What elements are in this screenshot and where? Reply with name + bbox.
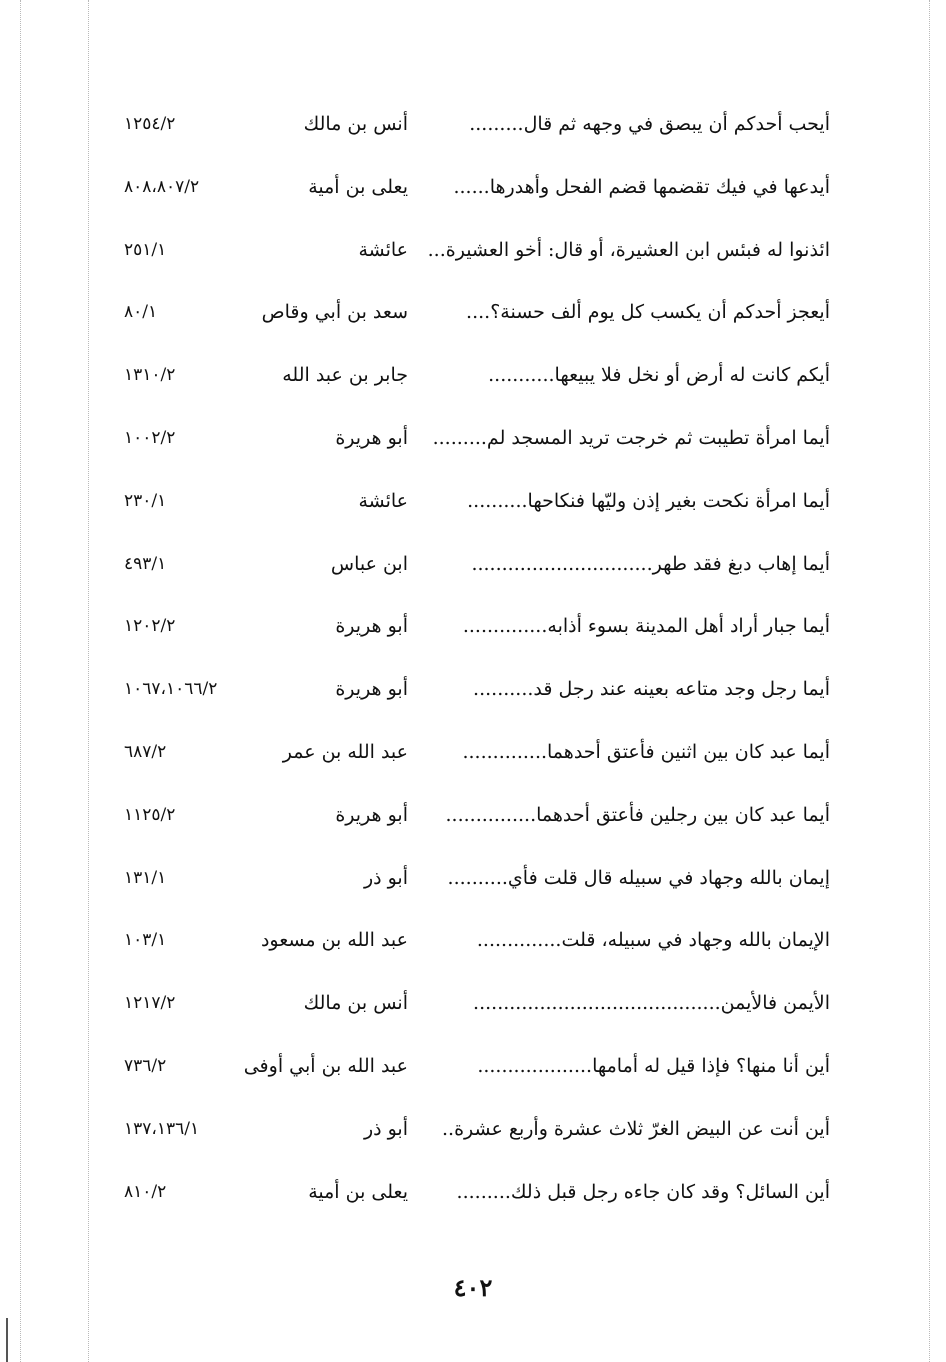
index-entry [0, 159, 946, 222]
page-reference: ٨١٠/٢ [124, 1181, 167, 1202]
hadith-text: إيمان بالله وجهاد في سبيله قال قلت فأي.......... [447, 866, 830, 889]
index-entry [0, 96, 946, 159]
page-reference: ٨٠/١ [124, 302, 158, 323]
page-reference: ٢٥١/١ [124, 239, 167, 260]
page-reference: ١١٢٥/٢ [124, 804, 176, 825]
hadith-text: أيعجز أحدكم أن يكسب كل يوم ألف حسنة؟.... [466, 301, 830, 324]
hadith-text: ائذنوا له فبئس ابن العشيرة، أو قال: أخو العشيرة... [427, 238, 830, 261]
narrator: أنس بن مالك [303, 113, 408, 135]
narrator: أبو هريرة [335, 615, 408, 638]
page-reference: ١٣١/١ [124, 867, 167, 888]
hadith-text: أين أنا منها؟ فإذا قيل له أمامها................... [477, 1054, 830, 1077]
page-reference: ٦٨٧/٢ [124, 741, 167, 762]
index-entry [0, 222, 946, 285]
narrator: أبو هريرة [335, 426, 408, 449]
narrator: أبو ذر [363, 866, 408, 889]
index-entry [0, 661, 946, 724]
index-entry [0, 975, 946, 1038]
narrator: يعلى بن أمية [308, 1180, 408, 1203]
page-number: ٤٠٢ [453, 1273, 493, 1302]
hadith-text: أين السائل؟ وقد كان جاءه رجل قبل ذلك......... [456, 1180, 830, 1203]
hadith-text: أيدعها في فيك تقضمها قضم الفحل وأهدرها...... [453, 175, 830, 198]
index-entry [0, 536, 946, 599]
narrator: يعلى بن أمية [308, 175, 408, 198]
hadith-text: أيما جبار أراد أهل المدينة بسوء أذابه.............. [462, 615, 830, 638]
hadith-index-list [0, 96, 946, 1226]
page-reference: ١٢٠٢/٢ [124, 616, 176, 637]
page-reference: ٨٠٨،٨٠٧/٢ [124, 176, 200, 197]
page-reference: ٤٩٣/١ [124, 553, 167, 574]
hadith-text: أين أنت عن البيض الغرّ ثلاث عشرة وأربع عشرة.. [442, 1117, 830, 1140]
narrator: أبو هريرة [335, 803, 408, 826]
scan-edge-mark [6, 1318, 8, 1362]
page-reference: ١٢٥٤/٢ [124, 114, 176, 134]
index-entry [0, 787, 946, 850]
hadith-text: أيما امرأة نكحت بغير إذن وليّها فنكاحها.......... [467, 489, 830, 512]
narrator: عائشة [358, 489, 408, 512]
narrator: أبو ذر [363, 1117, 408, 1140]
narrator: أنس بن مالك [303, 992, 408, 1015]
hadith-text: أيما رجل وجد متاعه بعينه عند رجل قد.......... [473, 678, 830, 701]
page-reference: ١٠٦٧،١٠٦٦/٢ [124, 679, 218, 700]
hadith-text: الأيمن فالأيمن......................................... [473, 992, 830, 1015]
hadith-text: أيكم كانت له أرض أو نخل فلا يبيعها........... [488, 364, 830, 387]
page-reference: ٧٣٦/٢ [124, 1055, 167, 1076]
index-entry [0, 598, 946, 661]
narrator: عائشة [358, 238, 408, 261]
page-reference: ١٠٣/١ [124, 930, 167, 951]
index-entry [0, 1101, 946, 1164]
narrator: عبد الله بن أبي أوفى [243, 1054, 408, 1077]
narrator: ابن عباس [330, 552, 408, 575]
index-entry [0, 1164, 946, 1227]
narrator: جابر بن عبد الله [282, 364, 408, 387]
narrator: سعد بن أبي وقاص [261, 301, 408, 324]
hadith-text: أيحب أحدكم أن يبصق في وجهه ثم قال......... [469, 113, 830, 135]
hadith-text: أيما امرأة تطيبت ثم خرجت تريد المسجد لم......... [432, 426, 830, 449]
narrator: عبد الله بن مسعود [260, 929, 408, 952]
page-reference: ٢٣٠/١ [124, 490, 167, 511]
index-entry [0, 1038, 946, 1101]
hadith-text: أيما عبد كان بين اثنين فأعتق أحدهما.............. [462, 740, 830, 763]
index-entry [0, 912, 946, 975]
index-entry [0, 347, 946, 410]
index-entry [0, 284, 946, 347]
page-reference: ١٣١٠/٢ [124, 365, 176, 386]
index-entry [0, 473, 946, 536]
hadith-text: أيما إهاب دبغ فقد طهر.............................. [471, 552, 830, 575]
index-entry [0, 850, 946, 913]
hadith-text: أيما عبد كان بين رجلين فأعتق أحدهما............... [445, 803, 830, 826]
index-entry [0, 410, 946, 473]
page-reference: ١٠٠٢/٢ [124, 427, 176, 448]
narrator: عبد الله بن عمر [282, 740, 408, 763]
hadith-text: الإيمان بالله وجهاد في سبيله، قلت.............. [476, 929, 830, 952]
narrator: أبو هريرة [335, 678, 408, 701]
page-reference: ١٢١٧/٢ [124, 993, 176, 1014]
index-entry [0, 724, 946, 787]
page-reference: ١٣٧،١٣٦/١ [124, 1118, 200, 1139]
